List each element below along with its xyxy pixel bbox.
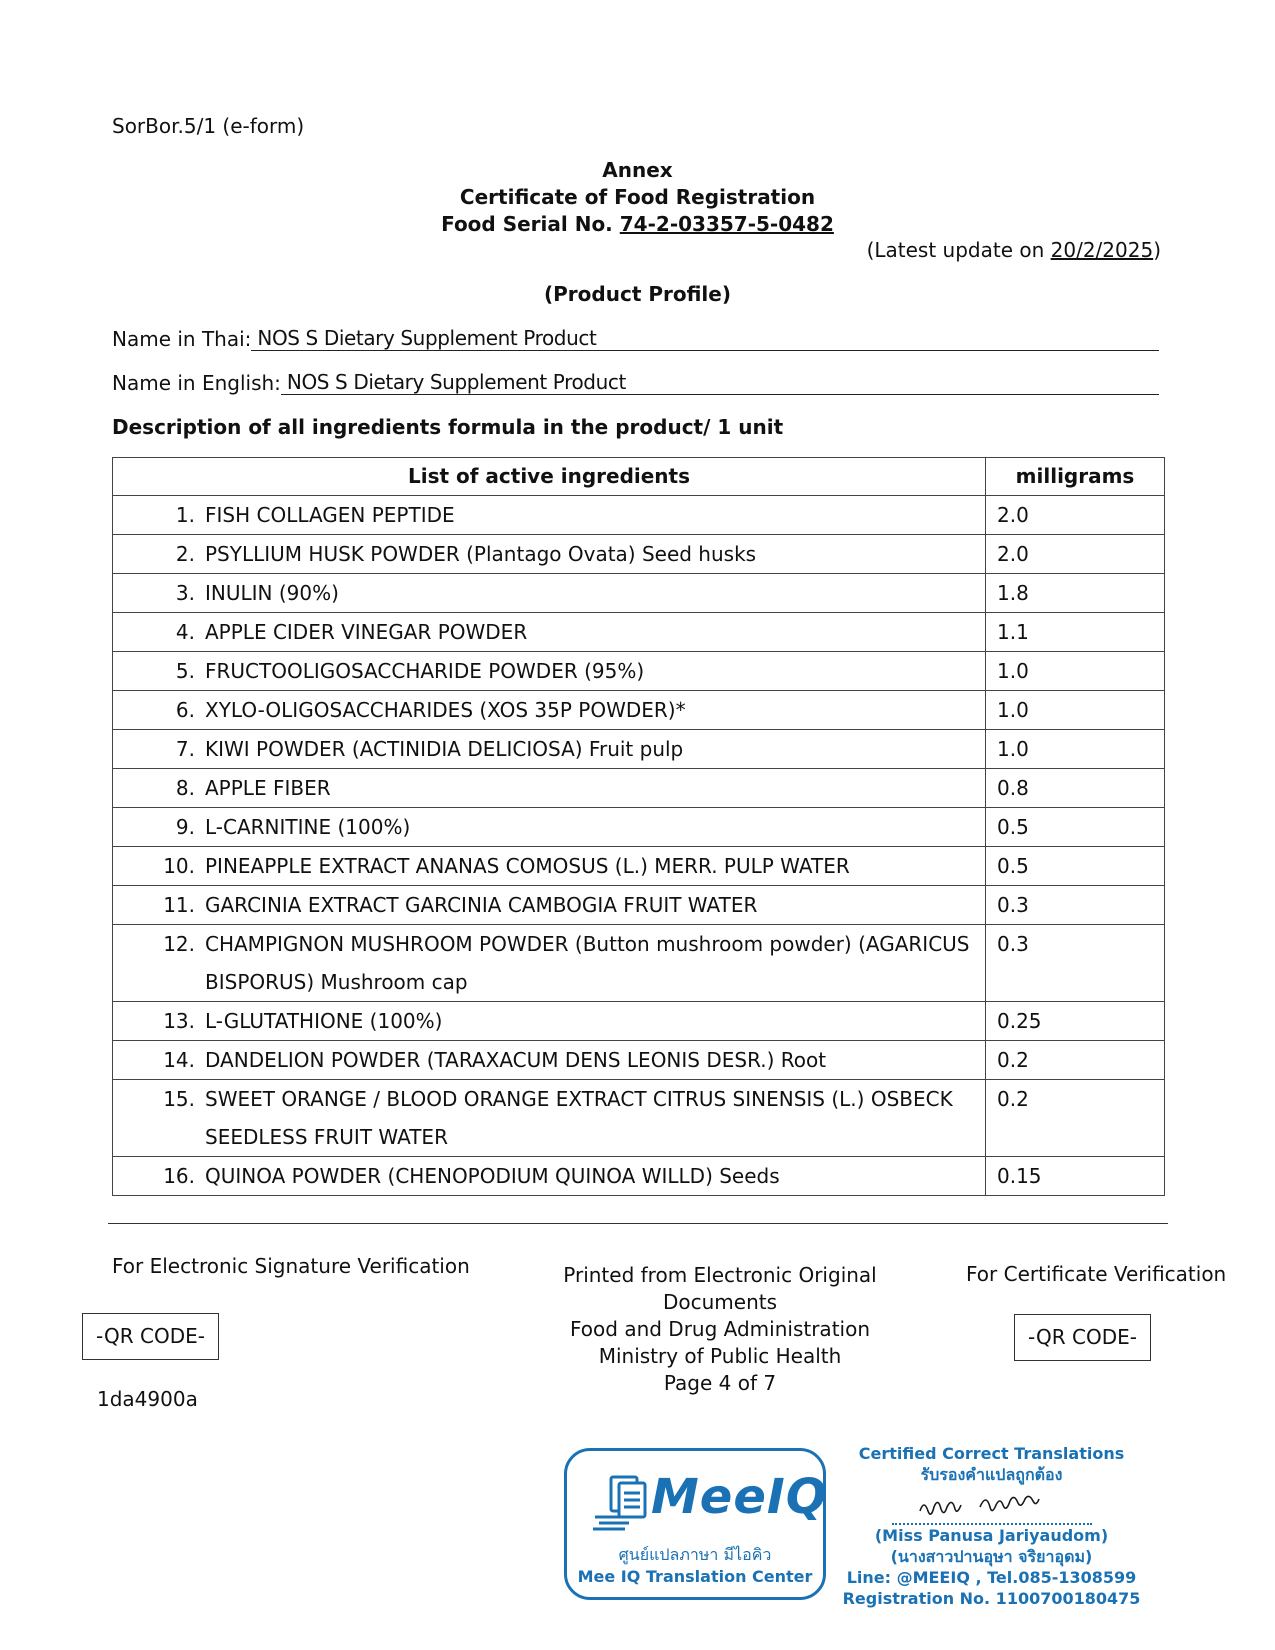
ingredient-mg: 2.0 <box>986 496 1165 535</box>
ingredient-mg: 0.8 <box>986 769 1165 808</box>
table-row <box>113 1002 1165 1041</box>
table-header-row <box>113 458 1165 496</box>
header-serial <box>0 211 1275 238</box>
ingredient-number: 7. <box>175 737 195 761</box>
ingredient-mg: 1.1 <box>986 613 1165 652</box>
ingredient-name: KIWI POWDER (ACTINIDIA DELICIOSA) Fruit pulp <box>205 737 684 761</box>
ingredient-cell <box>113 574 986 613</box>
ingredient-name: PINEAPPLE EXTRACT ANANAS COMOSUS (L.) MERR. PULP WATER <box>205 854 850 878</box>
ingredient-number: 16. <box>163 1164 195 1188</box>
ingredient-mg: 0.5 <box>986 808 1165 847</box>
table-row <box>113 925 1165 1002</box>
ingredient-mg: 1.0 <box>986 652 1165 691</box>
ingredient-name: APPLE CIDER VINEGAR POWDER <box>205 620 528 644</box>
ingredient-name: APPLE FIBER <box>205 776 331 800</box>
ingredient-number: 9. <box>175 815 195 839</box>
translator-name-en: (Miss Panusa Jariyaudom) <box>874 1526 1109 1545</box>
ingredient-mg: 0.25 <box>986 1002 1165 1041</box>
ingredient-mg: 0.2 <box>986 1080 1165 1157</box>
ingredient-cell <box>113 1080 986 1157</box>
ingredient-cell <box>113 769 986 808</box>
table-row <box>113 769 1165 808</box>
page-number: Page 4 of 7 <box>663 1371 777 1395</box>
ingredient-number: 14. <box>163 1048 195 1072</box>
print-line-source: Printed from Electronic Original Documents <box>563 1263 877 1314</box>
latest-update-suffix: ) <box>1153 238 1161 262</box>
header-ingredients: List of active ingredients <box>113 458 986 496</box>
ingredient-mg: 0.3 <box>986 925 1165 1002</box>
ingredient-name: QUINOA POWDER (CHENOPODIUM QUINOA WILLD) Seeds <box>205 1164 780 1188</box>
table-row <box>113 886 1165 925</box>
certified-label-en: Certified Correct Translations <box>858 1444 1125 1463</box>
ingredient-number: 13. <box>163 1009 195 1033</box>
table-row <box>113 1080 1165 1157</box>
translator-signature <box>892 1485 1092 1523</box>
name-thai-value: NOS S Dietary Supplement Product <box>251 326 1159 351</box>
ingredient-cell <box>113 691 986 730</box>
table-row <box>113 574 1165 613</box>
ingredient-name: FISH COLLAGEN PEPTIDE <box>205 503 455 527</box>
ingredient-name: PSYLLIUM HUSK POWDER (Plantago Ovata) Seed husks <box>205 542 757 566</box>
latest-update-date: 20/2/2025 <box>1050 238 1154 262</box>
header-milligrams: milligrams <box>986 458 1165 496</box>
table-row <box>113 691 1165 730</box>
print-info <box>520 1262 920 1397</box>
ingredient-mg: 0.3 <box>986 886 1165 925</box>
ingredient-number: 8. <box>175 776 195 800</box>
signature-verification-label: For Electronic Signature Verification <box>112 1254 470 1278</box>
translator-contact: Line: @MEEIQ , Tel.085-1308599 <box>846 1568 1137 1587</box>
table-row <box>113 847 1165 886</box>
ingredient-mg: 0.2 <box>986 1041 1165 1080</box>
certified-label-th: รับรองคำแปลถูกต้อง <box>920 1465 1063 1484</box>
ingredient-cell <box>113 886 986 925</box>
section-title: (Product Profile) <box>544 282 731 306</box>
ingredient-mg: 0.5 <box>986 847 1165 886</box>
ingredient-number: 2. <box>175 542 195 566</box>
translator-certification <box>834 1443 1149 1609</box>
ingredient-name: DANDELION POWDER (TARAXACUM DENS LEONIS DESR.) Root <box>205 1048 827 1072</box>
ingredient-mg: 0.15 <box>986 1157 1165 1196</box>
translator-name-th: (นางสาวปานอุษา จริยาอุดม) <box>890 1547 1093 1566</box>
name-english-value: NOS S Dietary Supplement Product <box>281 370 1159 395</box>
ingredient-name: INULIN (90%) <box>205 581 339 605</box>
ingredient-cell <box>113 652 986 691</box>
description-title: Description of all ingredients formula in the product/ 1 unit <box>112 415 784 439</box>
footer-divider <box>108 1223 1168 1224</box>
table-row <box>113 652 1165 691</box>
table-row <box>113 1157 1165 1196</box>
ingredient-name: SWEET ORANGE / BLOOD ORANGE EXTRACT CITRUS SINENSIS (L.) OSBECK SEEDLESS FRUIT WATER <box>205 1087 953 1149</box>
ingredient-name: L-CARNITINE (100%) <box>205 815 411 839</box>
center-name-english: Mee IQ Translation Center <box>577 1567 813 1586</box>
table-row <box>113 730 1165 769</box>
center-name-thai: ศูนย์แปลภาษา มีไอคิว <box>618 1545 772 1564</box>
ingredient-cell <box>113 1002 986 1041</box>
meeiq-logo-text: MeeIQ <box>651 1469 828 1525</box>
ingredient-name: XYLO-OLIGOSACCHARIDES (XOS 35P POWDER)* <box>205 698 686 722</box>
header-annex: Annex <box>602 158 673 182</box>
ingredients-body <box>113 496 1165 1196</box>
table-row <box>113 1041 1165 1080</box>
ingredient-cell <box>113 730 986 769</box>
name-english-label: Name in English: <box>112 371 281 395</box>
name-thai-label: Name in Thai: <box>112 327 252 351</box>
name-thai-row <box>112 326 1159 351</box>
qr-code-right: -QR CODE- <box>1014 1314 1151 1361</box>
ingredient-cell <box>113 535 986 574</box>
table-row <box>113 808 1165 847</box>
ingredients-table <box>112 457 1165 1196</box>
ingredient-number: 15. <box>163 1087 195 1111</box>
ingredient-number: 6. <box>175 698 195 722</box>
ingredient-cell <box>113 1041 986 1080</box>
table-row <box>113 496 1165 535</box>
ingredient-number: 11. <box>163 893 195 917</box>
ingredient-name: FRUCTOOLIGOSACCHARIDE POWDER (95%) <box>205 659 645 683</box>
ingredient-cell <box>113 847 986 886</box>
header-certificate-title: Certificate of Food Registration <box>459 185 816 209</box>
document-header <box>0 157 1275 238</box>
ingredient-cell <box>113 1157 986 1196</box>
ingredient-cell <box>113 925 986 1002</box>
form-code: SorBor.5/1 (e-form) <box>112 114 305 138</box>
ingredient-number: 5. <box>175 659 195 683</box>
ingredient-number: 12. <box>163 932 195 956</box>
print-line-agency: Food and Drug Administration <box>570 1317 870 1341</box>
ingredient-cell <box>113 496 986 535</box>
ingredient-mg: 2.0 <box>986 535 1165 574</box>
ingredient-name: CHAMPIGNON MUSHROOM POWDER (Button mushroom powder) (AGARICUS BISPORUS) Mushroom cap <box>205 932 970 994</box>
latest-update <box>867 238 1161 262</box>
ingredient-number: 3. <box>175 581 195 605</box>
ingredient-cell <box>113 808 986 847</box>
ingredient-number: 10. <box>163 854 195 878</box>
name-english-row <box>112 370 1159 395</box>
ingredient-cell <box>113 613 986 652</box>
certificate-verification-label: For Certificate Verification <box>966 1262 1227 1286</box>
table-row <box>113 613 1165 652</box>
translator-registration: Registration No. 1100700180475 <box>842 1589 1141 1608</box>
ingredient-mg: 1.8 <box>986 574 1165 613</box>
print-line-ministry: Ministry of Public Health <box>598 1344 842 1368</box>
ingredient-number: 1. <box>175 503 195 527</box>
latest-update-prefix: (Latest update on <box>866 238 1051 262</box>
ingredient-name: GARCINIA EXTRACT GARCINIA CAMBOGIA FRUIT WATER <box>205 893 758 917</box>
qr-code-left: -QR CODE- <box>82 1313 219 1360</box>
serial-label: Food Serial No. <box>441 212 613 236</box>
ingredient-mg: 1.0 <box>986 730 1165 769</box>
hash-code: 1da4900a <box>97 1387 198 1411</box>
serial-number: 74-2-03357-5-0482 <box>619 212 834 236</box>
translation-center-stamp <box>564 1448 826 1600</box>
ingredient-name: L-GLUTATHIONE (100%) <box>205 1009 443 1033</box>
ingredient-number: 4. <box>175 620 195 644</box>
table-row <box>113 535 1165 574</box>
document-stack-icon <box>593 1473 653 1531</box>
ingredient-mg: 1.0 <box>986 691 1165 730</box>
